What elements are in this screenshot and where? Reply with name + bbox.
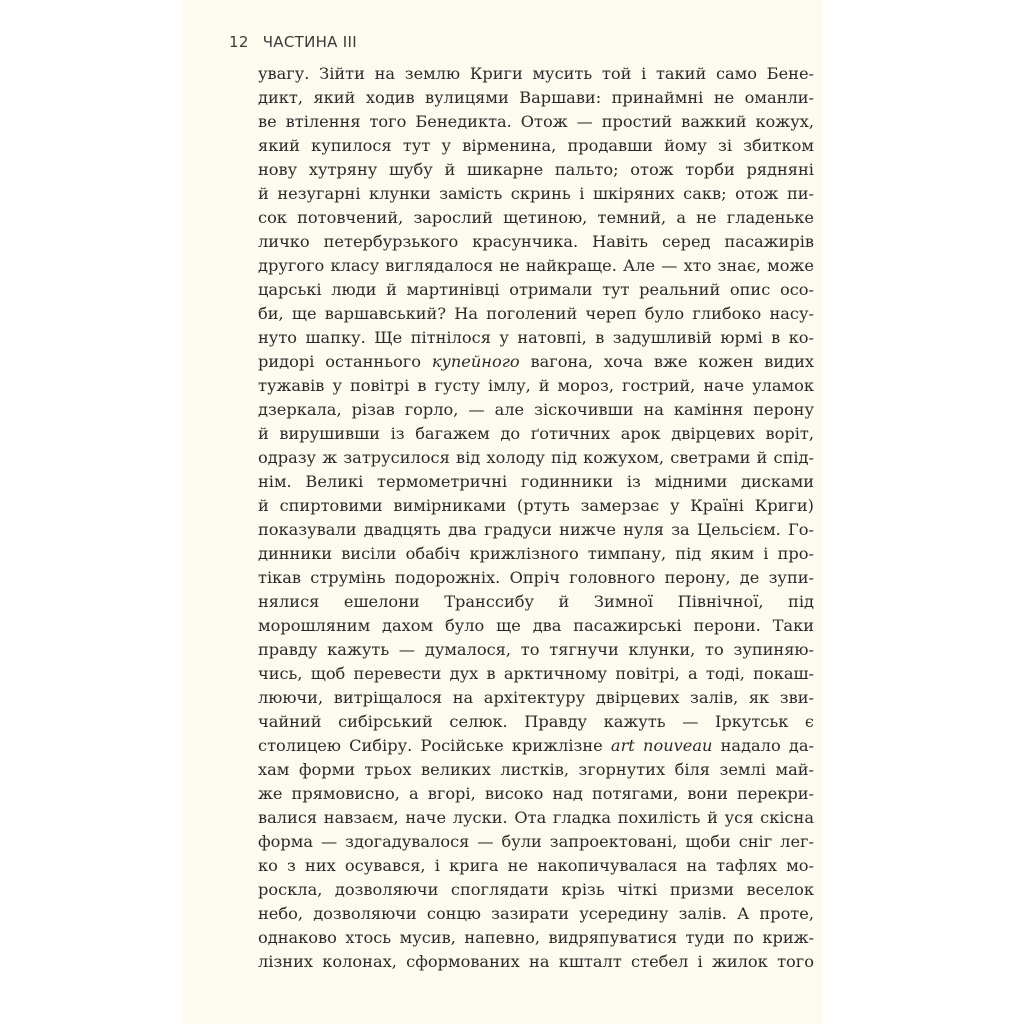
text-line: нуто шапку. Ще пітнілося у натовпі, в задушливій юрмі в ко- — [258, 328, 814, 347]
text-line: личко петербурзького красунчика. Навіть серед пасажирів — [258, 232, 814, 251]
page-number: 12 — [229, 33, 249, 51]
text-line: одразу ж затрусилося від холоду під кожухом, светрами й спід- — [258, 448, 814, 467]
text-line: ридорі останнього купейного вагона, хоча вже кожен видих — [258, 352, 814, 371]
text-line: люючи, витріщалося на архітектуру двірцевих залів, як зви- — [258, 688, 814, 707]
text-line: й вирушивши із багажем до ґотичних арок двірцевих воріт, — [258, 424, 814, 443]
text-line: дикт, який ходив вулицями Варшави: принаймні не оманли- — [258, 88, 814, 107]
text-line: другого класу виглядалося не найкраще. Але — хто знає, може — [258, 256, 814, 275]
text-line: сок потовчений, зарослий щетиною, темний, а не гладеньке — [258, 208, 814, 227]
text-line: динники висіли обабіч крижлізного тимпану, під яким і про- — [258, 544, 814, 563]
italic-term: art nouveau — [610, 736, 713, 755]
text-line: морошляним дахом було ще два пасажирські перони. Таки — [258, 616, 814, 635]
book-page — [182, 0, 823, 1024]
text-line: тужавів у повітрі в густу імлу, й мороз, гострий, наче уламок — [258, 376, 814, 395]
text-line: чись, щоб перевести дух в арктичному повітрі, а тоді, покаш- — [258, 664, 814, 683]
body-text — [258, 62, 814, 974]
text-line: правду кажуть — думалося, то тягнучи клунки, то зупиняю- — [258, 640, 814, 659]
text-line: валися навзаєм, наче луски. Ота гладка похилість й уся скісна — [258, 808, 814, 827]
text-line: тікав струмінь подорожніх. Опріч головного перону, де зупи- — [258, 568, 814, 587]
text-line: показували двадцять два градуси нижче нуля за Цельсієм. Го- — [258, 520, 814, 539]
text-line: же прямовисно, а вгорі, високо над потягами, вони перекри- — [258, 784, 814, 803]
text-line: й спиртовими вимірниками (ртуть замерзає у Країні Криги) — [258, 496, 814, 515]
text-line: дзеркала, різав горло, — але зіскочивши на каміння перону — [258, 400, 814, 419]
italic-term: купейного — [431, 352, 520, 371]
section-title: ЧАСТИНА III — [262, 33, 357, 51]
text-line: форма — здогадувалося — були запроектовані, щоби сніг лег- — [258, 832, 814, 851]
text-line: увагу. Зійти на землю Криги мусить той і такий само Бене- — [258, 64, 814, 83]
text-line: нялися ешелони Транссибу й Зимної Північної, під — [258, 592, 814, 611]
text-line: столицею Сибіру. Російське крижлізне art nouveau надало да- — [258, 736, 814, 755]
text-line: царські люди й мартинівці отримали тут реальний опис осо- — [258, 280, 814, 299]
text-line: чайний сибірський селюк. Правду кажуть — Іркутськ є — [258, 712, 814, 731]
text-line: лізних колонах, сформованих на кшталт стебел і жилок того — [258, 952, 814, 971]
running-head — [229, 33, 357, 51]
text-line: хам форми трьох великих листків, згорнутих біля землі май- — [258, 760, 814, 779]
text-line: нову хутряну шубу й шикарне пальто; отож торби рядняні — [258, 160, 814, 179]
text-line: ве втілення того Бенедикта. Отож — простий важкий кожух, — [258, 112, 814, 131]
text-line: нім. Великі термометричні годинники із мідними дисками — [258, 472, 814, 491]
text-line: однаково хтось мусив, напевно, видряпуватися туди по криж- — [258, 928, 814, 947]
text-line: ко з них осувався, і крига не накопичувалася на тафлях мо- — [258, 856, 814, 875]
text-line: й незугарні клунки замість скринь і шкіряних сакв; отож пи- — [258, 184, 814, 203]
text-line: роскла, дозволяючи споглядати крізь чіткі призми веселок — [258, 880, 814, 899]
text-line: небо, дозволяючи сонцю зазирати усередину залів. А проте, — [258, 904, 814, 923]
text-line: би, ще варшавський? На поголений череп було глибоко насу- — [258, 304, 814, 323]
text-line: який купилося тут у вірменина, продавши йому зі збитком — [258, 136, 814, 155]
